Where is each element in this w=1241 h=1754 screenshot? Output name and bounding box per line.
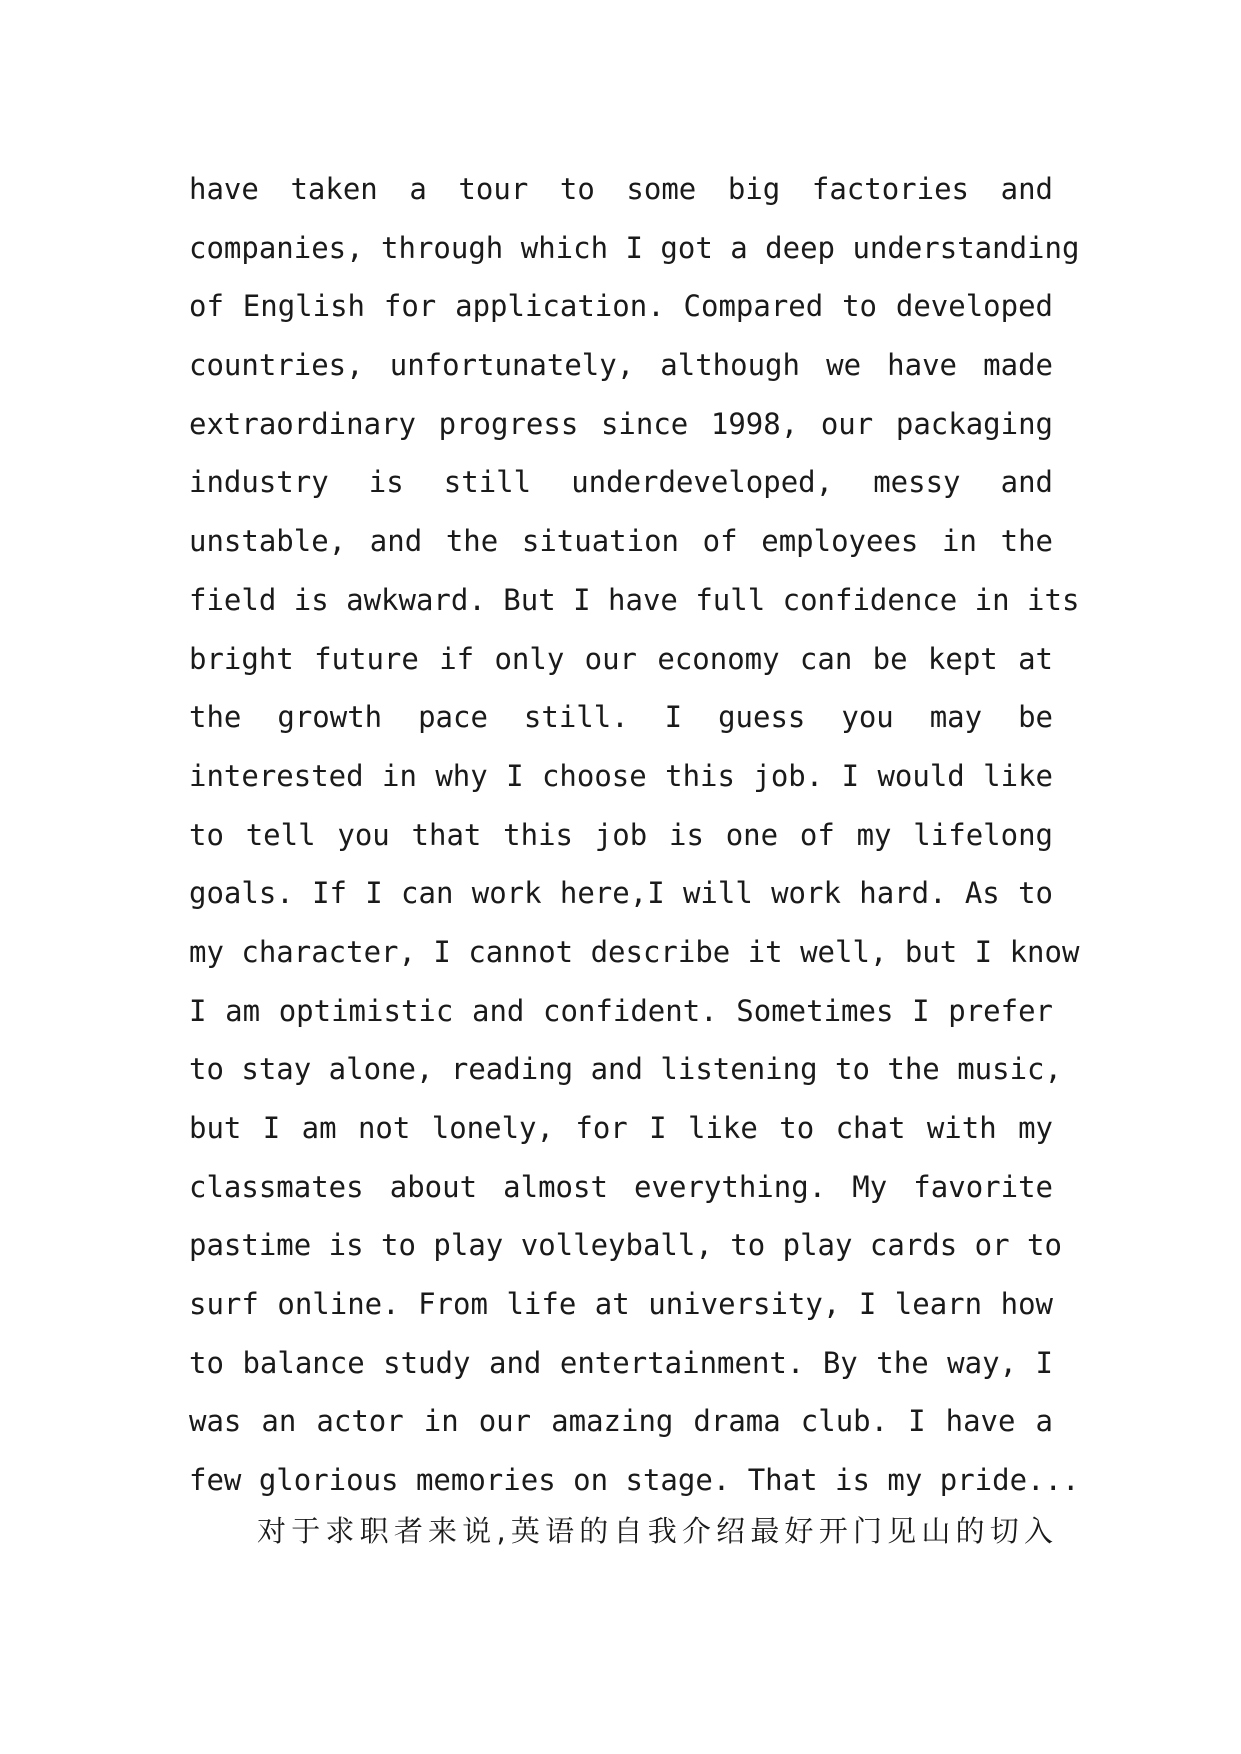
text-line: goals. If I can work here,I will work hard. As to xyxy=(189,876,1053,911)
text-line: to stay alone, reading and listening to the music, xyxy=(189,1052,1062,1087)
text-line: bright future if only our economy can be kept at xyxy=(189,641,1053,676)
text-line: to balance study and entertainment. By the way, I xyxy=(189,1345,1053,1380)
text-line: the growth pace still. I guess you may be xyxy=(189,700,1053,735)
text-line: classmates about almost everything. My favorite xyxy=(189,1169,1053,1204)
text-line: interested in why I choose this job. I would like xyxy=(189,758,1053,793)
text-line: I am optimistic and confident. Sometimes I prefer xyxy=(189,993,1053,1028)
text-line: have taken a tour to some big factories and xyxy=(189,172,1053,206)
text-line: surf online. From life at university, I learn how xyxy=(189,1287,1053,1322)
text-line: pastime is to play volleyball, to play cards or to xyxy=(189,1228,1062,1263)
text-line: but I am not lonely, for I like to chat with my xyxy=(189,1111,1053,1145)
text-line: to tell you that this job is one of my lifelong xyxy=(189,817,1053,852)
text-line: few glorious memories on stage. That is my pride... xyxy=(189,1463,1080,1498)
text-line: unstable, and the situation of employees in the xyxy=(189,524,1053,559)
text-line: industry is still underdeveloped, messy and xyxy=(189,465,1053,500)
english-paragraph xyxy=(189,160,1080,1510)
text-line: was an actor in our amazing drama club. I have a xyxy=(189,1404,1053,1439)
chinese-paragraph: 对于求职者来说,英语的自我介绍最好开门见山的切入 xyxy=(257,1514,1053,1548)
text-line: of English for application. Compared to developed xyxy=(189,289,1053,324)
text-line: countries, unfortunately, although we have made xyxy=(189,348,1053,383)
text-line: companies, through which I got a deep understanding xyxy=(189,230,1080,265)
text-line: extraordinary progress since 1998, our packaging xyxy=(189,406,1053,441)
text-line: my character, I cannot describe it well, but I know xyxy=(189,934,1080,969)
text-line: field is awkward. But I have full confidence in its xyxy=(189,582,1080,617)
